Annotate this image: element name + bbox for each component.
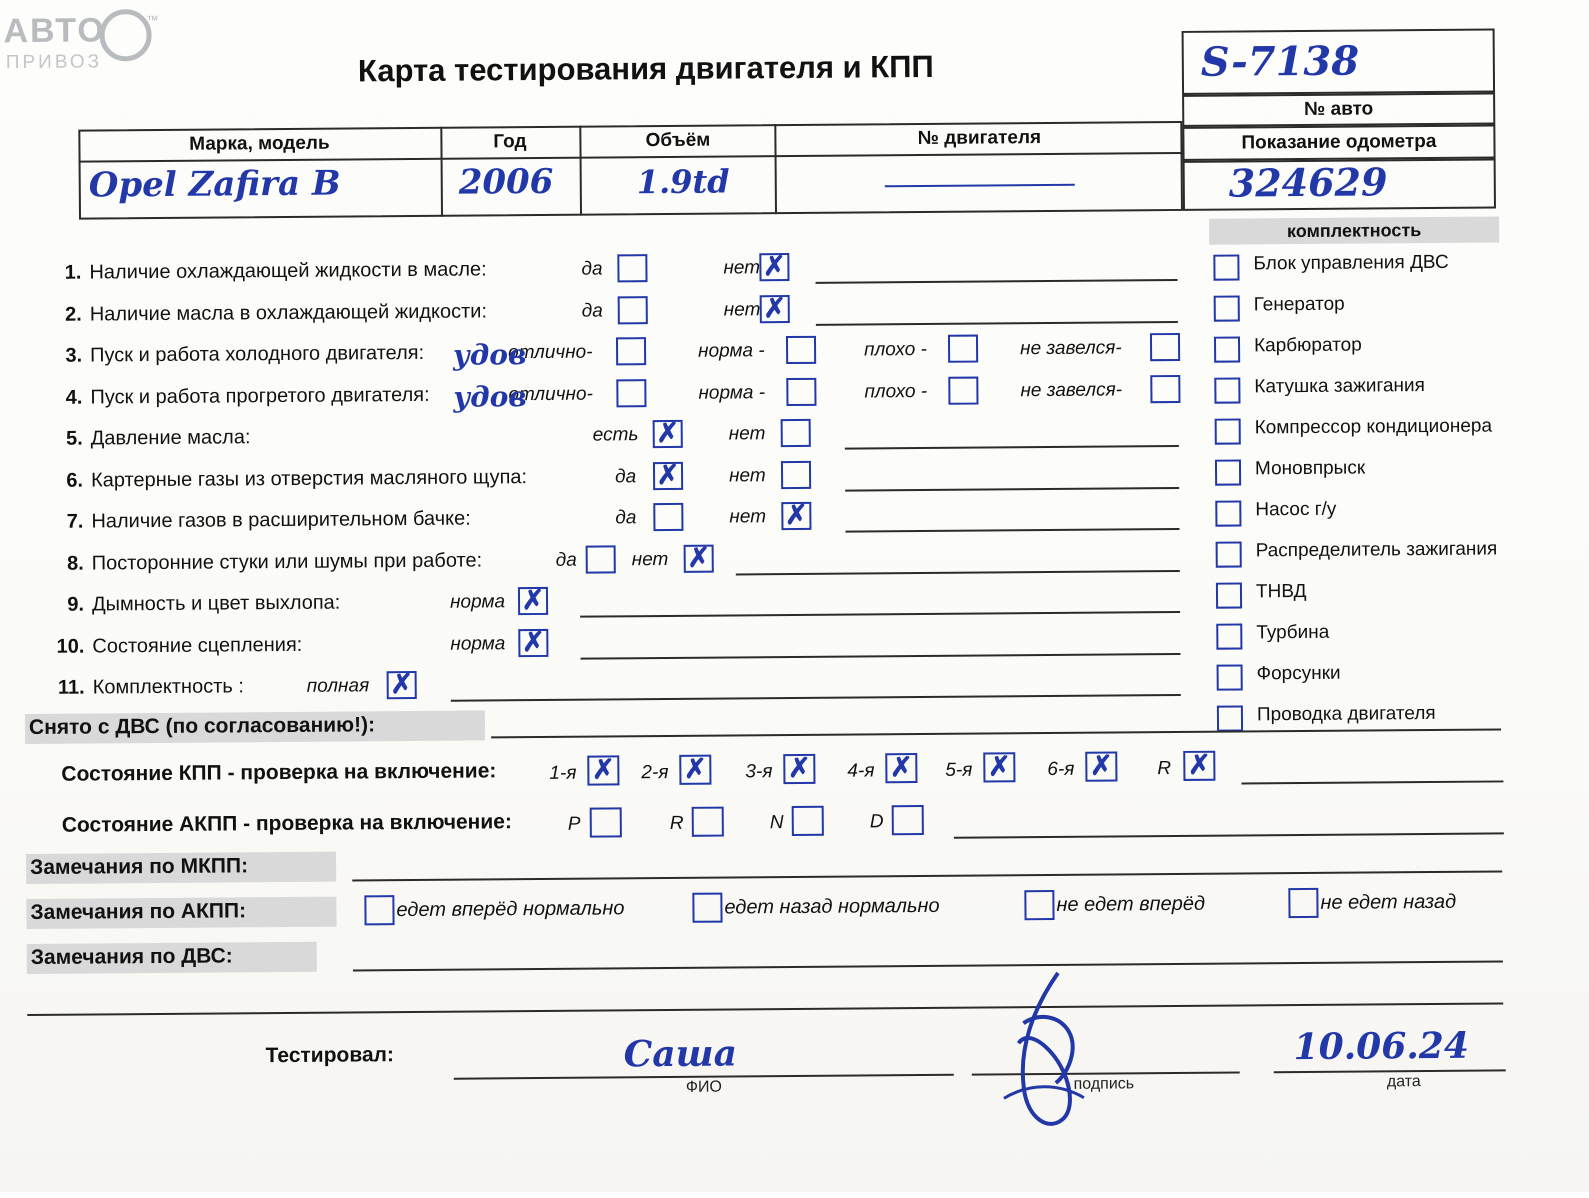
question-text-5: Давление масла: — [90, 426, 251, 450]
watermark-brand: АВТО — [3, 11, 106, 51]
question-number-7: 7. — [66, 510, 84, 533]
kompl-item-label-10: Форсунки — [1256, 662, 1341, 685]
mkpp-gear-label-0: 1-я — [549, 762, 577, 784]
removed-label: Снято с ДВС (по согласованию!): — [28, 713, 376, 740]
question-7-option-label-1: нет — [729, 506, 767, 528]
question-8-option-label-1: нет — [631, 548, 669, 571]
watermark-sub: ПРИВОЗ — [5, 51, 103, 74]
kompl-checkbox-2[interactable] — [1214, 336, 1240, 362]
kompl-title: комплектность — [1286, 220, 1422, 242]
question-text-9: Дымность и цвет выхлопа: — [91, 591, 341, 616]
note-warm-start: удов — [453, 380, 527, 414]
date-value: 10.06.24 — [1293, 1024, 1470, 1069]
check-mark-icon: ✗ — [787, 752, 811, 785]
question-3-option-label-0: отлично- — [507, 341, 593, 364]
mkpp-gear-checkbox-4[interactable] — [983, 752, 1015, 782]
akpp-mode-label-1: R — [669, 812, 684, 834]
kompl-item-label-5: Моновпрыск — [1254, 457, 1366, 480]
mkpp-gear-label-2: 3-я — [745, 761, 773, 783]
mkpp-gear-checkbox-6[interactable] — [1183, 751, 1215, 781]
question-number-4: 4. — [65, 386, 83, 409]
question-1-option-label-0: да — [581, 258, 603, 280]
question-number-1: 1. — [64, 261, 82, 284]
question-3-option-label-1: норма - — [697, 340, 765, 362]
question-5-write-line — [845, 445, 1179, 450]
kompl-checkbox-4[interactable] — [1215, 418, 1241, 444]
fio-label: ФИО — [685, 1078, 722, 1096]
mkpp-gear-label-3: 4-я — [847, 760, 875, 782]
kompl-checkbox-1[interactable] — [1214, 295, 1240, 321]
mkpp-gear-checkbox-5[interactable] — [1085, 751, 1117, 781]
kompl-checkbox-9[interactable] — [1216, 623, 1242, 649]
notes-akpp-label: Замечания по АКПП: — [30, 899, 247, 925]
question-text-8: Посторонние стуки или шумы при работе: — [91, 549, 483, 575]
mkpp-label: Состояние КПП - проверка на включение: — [61, 759, 497, 786]
question-7-checkbox-0[interactable] — [653, 503, 683, 531]
check-mark-icon: ✗ — [521, 584, 545, 617]
question-number-8: 8. — [66, 552, 84, 575]
watermark-circle-icon — [99, 9, 151, 61]
question-11-write-line — [451, 694, 1181, 702]
kompl-checkbox-3[interactable] — [1214, 377, 1240, 403]
value-make-model: Opel Zafira B — [88, 163, 341, 206]
check-mark-icon: ✗ — [784, 499, 808, 532]
question-9-option-label-0: норма — [449, 591, 506, 613]
question-number-6: 6. — [66, 469, 84, 492]
value-volume: 1.9td — [636, 162, 730, 202]
mkpp-gear-label-5: 6-я — [1047, 758, 1075, 781]
akpp-mode-label-2: N — [769, 812, 784, 834]
check-mark-icon: ✗ — [521, 626, 545, 659]
question-3-checkbox-2[interactable] — [948, 335, 978, 363]
question-4-checkbox-0[interactable] — [616, 379, 646, 407]
card-number-value: S-7138 — [1200, 37, 1360, 86]
akpp-line — [954, 832, 1504, 838]
notes-dvs-line-1 — [353, 960, 1503, 971]
question-9-write-line — [580, 611, 1180, 618]
col-header-engine-number: № двигателя — [917, 127, 1042, 150]
mkpp-gear-checkbox-1[interactable] — [679, 755, 711, 785]
question-4-checkbox-3[interactable] — [1150, 375, 1180, 403]
odometer-value: 324629 — [1228, 159, 1388, 206]
check-mark-icon: ✗ — [762, 251, 786, 283]
check-mark-icon: ✗ — [591, 754, 615, 786]
check-mark-icon: ✗ — [390, 668, 414, 701]
question-text-6: Картерные газы из отверстия масляного щупа: — [90, 466, 528, 492]
question-7-write-line — [845, 528, 1179, 533]
akpp-note-checkbox-0[interactable] — [364, 895, 394, 925]
question-4-checkbox-2[interactable] — [948, 377, 978, 405]
question-7-checkbox-1[interactable] — [781, 499, 811, 532]
kompl-item-label-8: ТНВД — [1255, 580, 1307, 603]
question-4-option-label-1: норма - — [698, 382, 766, 404]
akpp-mode-label-0: P — [567, 813, 581, 835]
check-mark-icon: ✗ — [687, 542, 711, 574]
watermark-tm: ™ — [146, 12, 159, 28]
question-6-option-label-1: нет — [728, 465, 766, 487]
signature-mark — [963, 952, 1164, 1144]
question-11-checkbox-0[interactable] — [387, 668, 417, 701]
akpp-note-checkbox-3[interactable] — [1288, 888, 1318, 918]
question-1-checkbox-0[interactable] — [617, 254, 647, 282]
akpp-mode-checkbox-1[interactable] — [692, 807, 724, 837]
question-text-3: Пуск и работа холодного двигателя: — [90, 341, 425, 367]
check-mark-icon: ✗ — [656, 417, 680, 450]
tested-by-label: Тестировал: — [265, 1043, 395, 1068]
signature-label: подпись — [1073, 1075, 1135, 1093]
notes-mkpp-line — [352, 870, 1502, 881]
question-4-option-label-2: плохо - — [864, 380, 928, 403]
question-7-option-label-0: да — [615, 507, 637, 529]
question-3-option-label-3: не завелся- — [1019, 337, 1122, 360]
question-6-write-line — [845, 487, 1179, 492]
kompl-checkbox-10[interactable] — [1217, 664, 1243, 690]
akpp-note-checkbox-1[interactable] — [692, 893, 722, 923]
question-6-option-label-0: да — [614, 466, 637, 488]
akpp-mode-checkbox-0[interactable] — [590, 807, 622, 837]
kompl-checkbox-7[interactable] — [1216, 541, 1242, 567]
date-label: дата — [1386, 1073, 1421, 1091]
question-10-write-line — [580, 653, 1180, 660]
mkpp-gear-checkbox-2[interactable] — [783, 754, 815, 784]
question-text-7: Наличие газов в расширительном бачке: — [91, 507, 471, 533]
question-5-option-label-1: нет — [728, 423, 766, 445]
removed-line — [491, 728, 1501, 738]
question-3-checkbox-1[interactable] — [786, 336, 816, 364]
question-6-checkbox-0[interactable] — [653, 459, 683, 492]
question-2-checkbox-1[interactable] — [760, 295, 790, 323]
mkpp-line — [1241, 780, 1503, 784]
notes-dvs-line-2 — [27, 1002, 1503, 1016]
question-6-checkbox-1[interactable] — [781, 461, 811, 489]
question-4-option-label-3: не завелся- — [1020, 379, 1123, 402]
mkpp-gear-label-1: 2-я — [641, 761, 669, 784]
question-number-9: 9. — [67, 593, 85, 616]
question-text-11: Комплектность : — [92, 675, 244, 699]
note-cold-start: удов — [452, 338, 527, 372]
question-2-option-label-0: да — [581, 300, 603, 322]
question-3-option-label-2: плохо - — [863, 338, 927, 361]
akpp-note-checkbox-2[interactable] — [1024, 890, 1054, 920]
kompl-checkbox-8[interactable] — [1216, 582, 1242, 608]
notes-mkpp-label: Замечания по МКПП: — [30, 854, 249, 880]
mkpp-gear-label-4: 5-я — [945, 759, 973, 781]
mkpp-gear-checkbox-3[interactable] — [885, 753, 917, 783]
check-mark-icon: ✗ — [1187, 749, 1211, 781]
akpp-mode-checkbox-2[interactable] — [792, 806, 824, 836]
value-year: 2006 — [458, 161, 554, 203]
question-4-option-label-0: отлично- — [508, 383, 593, 406]
kompl-checkbox-6[interactable] — [1215, 500, 1241, 526]
question-1-option-label-1: нет — [723, 257, 761, 279]
kompl-checkbox-5[interactable] — [1215, 459, 1241, 485]
question-8-write-line — [736, 570, 1180, 575]
question-1-checkbox-1[interactable] — [759, 253, 789, 281]
question-text-2: Наличие масла в охлаждающей жидкости: — [89, 300, 488, 326]
question-text-4: Пуск и работа прогретого двигателя: — [90, 383, 430, 409]
kompl-item-label-9: Турбина — [1256, 621, 1330, 644]
page-title: Карта тестирования двигателя и КПП — [357, 48, 934, 89]
akpp-mode-checkbox-3[interactable] — [892, 805, 924, 835]
kompl-item-label-3: Катушка зажигания — [1254, 375, 1425, 398]
check-mark-icon: ✗ — [683, 753, 707, 785]
fio-value: Саша — [623, 1032, 738, 1076]
card-number-label: № авто — [1304, 98, 1374, 120]
watermark-logo — [3, 11, 183, 76]
odometer-label: Показание одометра — [1241, 130, 1437, 154]
akpp-label: Состояние АКПП - проверка на включение: — [61, 810, 512, 837]
kompl-item-label-11: Проводка двигателя — [1256, 702, 1436, 726]
question-10-option-label-0: норма — [450, 633, 506, 655]
question-number-10: 10. — [56, 635, 85, 658]
question-5-checkbox-1[interactable] — [781, 419, 811, 447]
col-header-make-model: Марка, модель — [189, 132, 330, 155]
question-text-10: Состояние сцепления: — [92, 633, 303, 658]
check-mark-icon: ✗ — [889, 752, 913, 784]
kompl-item-label-7: Распределитель зажигания — [1255, 538, 1498, 562]
mkpp-gear-label-6: R — [1157, 758, 1172, 780]
question-8-option-label-0: да — [555, 549, 577, 571]
question-11-option-label-0: полная — [306, 675, 370, 697]
question-number-3: 3. — [65, 344, 83, 367]
check-mark-icon: ✗ — [763, 293, 787, 325]
question-3-checkbox-0[interactable] — [616, 337, 646, 365]
question-2-write-line — [816, 321, 1178, 326]
question-4-checkbox-1[interactable] — [786, 378, 816, 406]
check-mark-icon: ✗ — [1089, 750, 1113, 782]
question-number-2: 2. — [64, 303, 82, 326]
question-2-checkbox-0[interactable] — [618, 296, 648, 324]
mkpp-gear-checkbox-0[interactable] — [587, 755, 619, 785]
akpp-note-label-0: едет вперёд нормально — [396, 897, 625, 922]
question-number-11: 11. — [57, 676, 85, 699]
kompl-item-label-2: Карбюратор — [1253, 334, 1362, 357]
check-mark-icon: ✗ — [656, 459, 680, 492]
question-8-checkbox-0[interactable] — [586, 545, 616, 573]
notes-dvs-label: Замечания по ДВС: — [30, 944, 233, 970]
col-header-volume: Объём — [645, 129, 711, 152]
question-5-option-label-0: есть — [592, 424, 639, 446]
akpp-note-label-1: едет назад нормально — [724, 894, 940, 919]
question-text-1: Наличие охлаждающей жидкости в масле: — [89, 258, 487, 284]
kompl-checkbox-0[interactable] — [1213, 254, 1239, 280]
question-10-checkbox-0[interactable] — [518, 626, 548, 659]
check-mark-icon: ✗ — [987, 751, 1011, 783]
question-1-write-line — [816, 279, 1178, 284]
question-9-checkbox-0[interactable] — [518, 584, 548, 617]
akpp-note-label-2: не едет вперёд — [1056, 892, 1206, 916]
kompl-item-label-0: Блок управления ДВС — [1253, 251, 1449, 275]
question-8-checkbox-1[interactable] — [684, 542, 714, 574]
col-header-year: Год — [493, 131, 527, 153]
kompl-item-label-1: Генератор — [1253, 293, 1345, 316]
kompl-item-label-4: Компрессор кондиционера — [1254, 415, 1493, 439]
akpp-note-label-3: не едет назад — [1320, 890, 1457, 914]
kompl-checkbox-11[interactable] — [1217, 705, 1243, 731]
question-number-5: 5. — [65, 427, 83, 450]
akpp-mode-label-3: D — [869, 811, 884, 833]
question-2-option-label-1: нет — [723, 299, 761, 321]
kompl-item-label-6: Насос г/у — [1255, 498, 1337, 521]
question-5-checkbox-0[interactable] — [653, 417, 683, 450]
question-3-checkbox-3[interactable] — [1150, 333, 1180, 361]
